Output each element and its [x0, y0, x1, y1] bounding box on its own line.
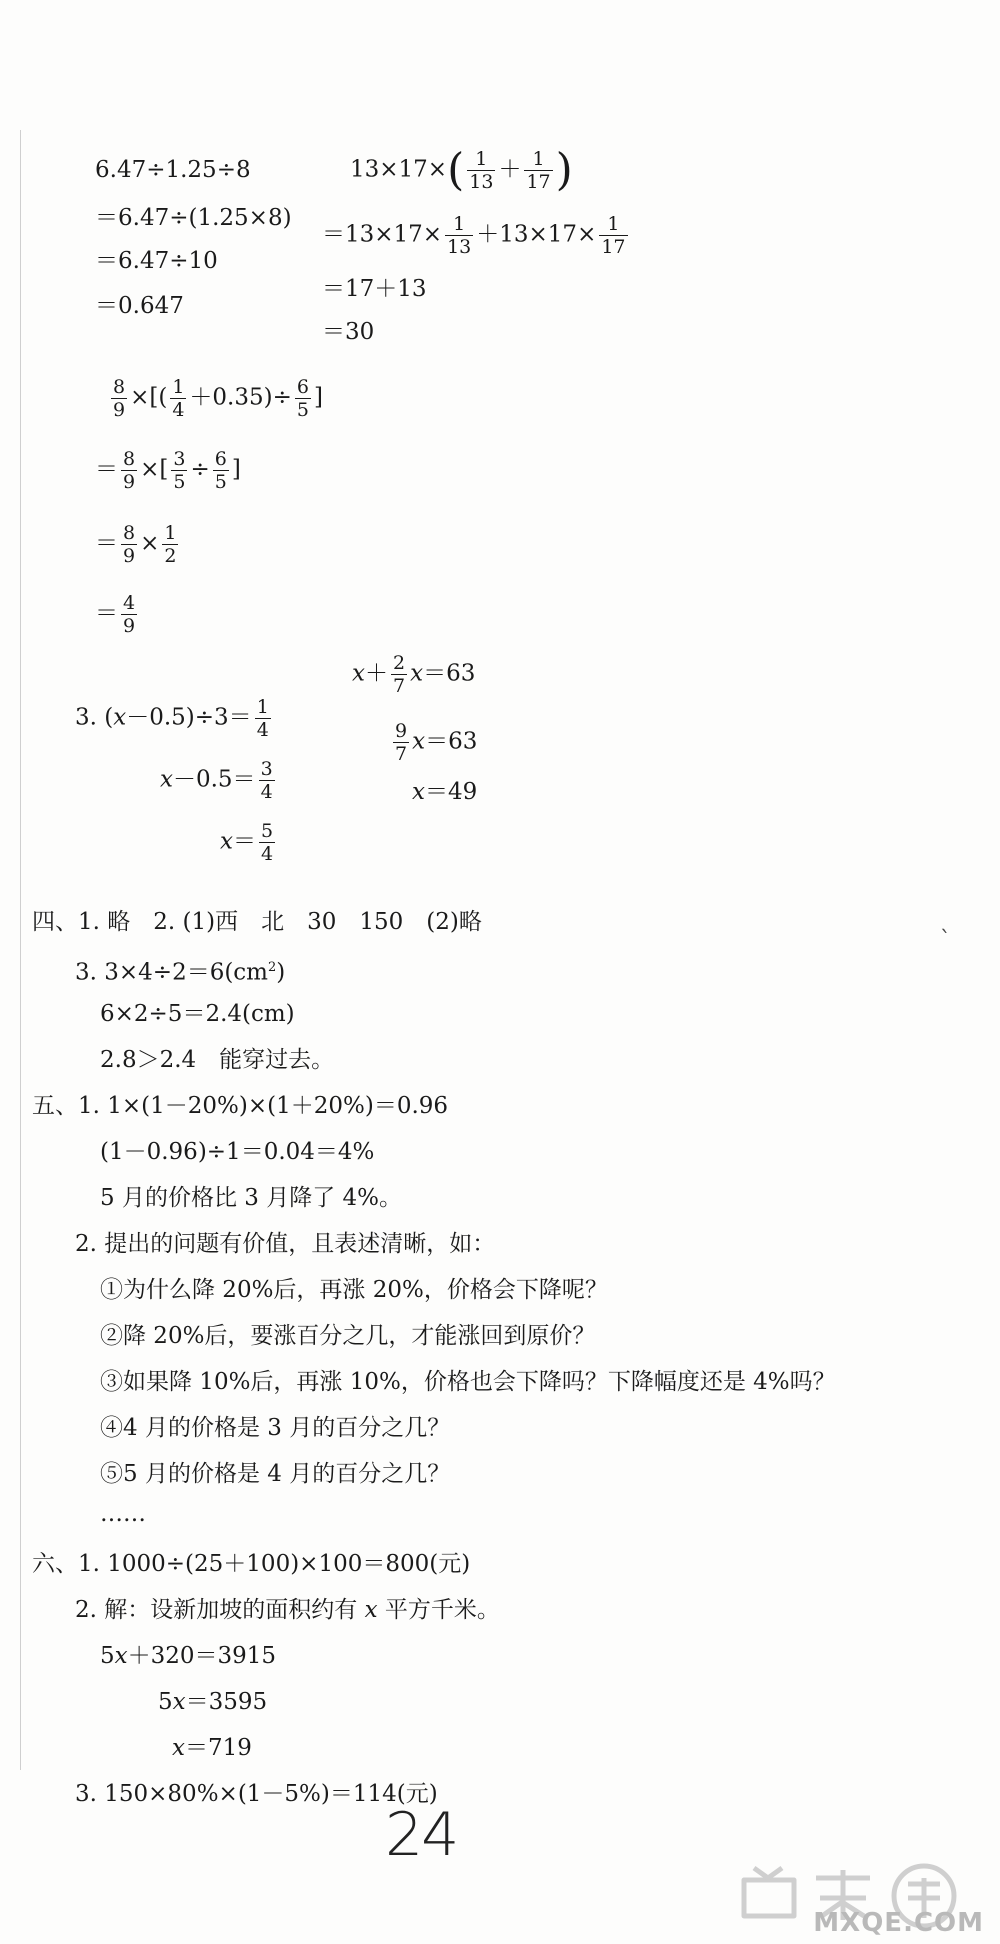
- fraction: $\frac{1}{17}$: [526, 148, 551, 193]
- q4-line4: 2.8＞2.4 能穿过去。: [100, 1047, 335, 1073]
- q5-line7: ③如果降 10%后，再涨 10%，价格也会下降吗？下降幅度还是 4%吗？: [100, 1369, 836, 1395]
- q5-line3: 5 月的价格比 3 月降了 4%。: [100, 1185, 402, 1211]
- calc3-line4: ＝ $\frac{4}{9}$: [95, 592, 136, 637]
- equation2-line2: $\frac{9}{7}$ x＝63: [395, 720, 478, 765]
- fraction: $\frac{6}{5}$: [296, 376, 309, 421]
- fraction: $\frac{8}{9}$: [113, 376, 126, 421]
- q6-line4: 5x＝3595: [158, 1689, 268, 1715]
- equation1-line2: x－0.5＝ $\frac{3}{4}$: [160, 758, 273, 803]
- q5-line8: ④4 月的价格是 3 月的百分之几？: [100, 1415, 451, 1441]
- fraction: $\frac{9}{7}$: [395, 720, 408, 765]
- q6-line6: 3. 150×80%×(1－5%)＝114(元): [75, 1781, 438, 1807]
- q5-line4: 2. 提出的问题有价值，且表述清晰，如：: [75, 1231, 496, 1257]
- pen-tick-mark: ˋ: [940, 928, 951, 953]
- calc3-line1: $\frac{8}{9}$ ×[( $\frac{1}{4}$ ＋0.35)÷ $\frac{6}{5}$ ]: [113, 376, 323, 421]
- page-number: 24: [385, 1800, 458, 1870]
- q6-line2: 2. 解：设新加坡的面积约有 x 平方千米。: [75, 1597, 500, 1623]
- q5-line6: ②降 20%后，要涨百分之几，才能涨回到原价？: [100, 1323, 596, 1349]
- fraction: $\frac{1}{13}$: [469, 148, 494, 193]
- q4-line1: 四、1. 略 2. (1)西 北 30 150 (2)略: [32, 909, 482, 935]
- q5-line5: ①为什么降 20%后，再涨 20%，价格会下降呢？: [100, 1277, 608, 1303]
- calc2-line1: 13×17×( $\frac{1}{13}$ ＋ $\frac{1}{17}$ ): [350, 144, 573, 196]
- q6-line3: 5x＋320＝3915: [100, 1643, 277, 1669]
- calc3-line2: ＝ $\frac{8}{9}$ ×[ $\frac{3}{5}$ ÷ $\frac{6}{5}$ ]: [95, 448, 241, 493]
- fraction: $\frac{3}{5}$: [173, 448, 186, 493]
- margin-rule: [20, 130, 21, 1770]
- q6-line5: x＝719: [172, 1735, 252, 1761]
- equation2-line1: x＋ $\frac{2}{7}$ x＝63: [352, 652, 476, 697]
- fraction: $\frac{1}{4}$: [172, 376, 185, 421]
- calc1-line2: ＝6.47÷(1.25×8): [95, 205, 292, 231]
- q5-line10: ……: [100, 1501, 146, 1527]
- q4-line2: 3. $3\times 4\div 2=6(cm^2)$: [75, 959, 286, 986]
- q5-line2: (1－0.96)÷1＝0.04＝4%: [100, 1139, 375, 1165]
- calc1-line3: ＝6.47÷10: [95, 248, 218, 274]
- fraction: $\frac{3}{4}$: [260, 758, 273, 803]
- fraction: $\frac{8}{9}$: [123, 522, 136, 567]
- fraction: $\frac{8}{9}$: [123, 448, 136, 493]
- q4-line3: 6×2÷5＝2.4(cm): [100, 1001, 295, 1027]
- calc2-line2: ＝13×17× $\frac{1}{13}$ ＋13×17× $\frac{1}{17}$: [322, 213, 626, 258]
- watermark-text: MXQE.COM: [813, 1908, 984, 1938]
- q5-line1: 五、1. 1×(1－20%)×(1＋20%)＝0.96: [32, 1093, 449, 1119]
- equation1-line3: x＝ $\frac{5}{4}$: [220, 820, 274, 865]
- fraction: $\frac{1}{2}$: [164, 522, 177, 567]
- fraction: $\frac{6}{5}$: [214, 448, 227, 493]
- calc3-line3: ＝ $\frac{8}{9}$ × $\frac{1}{2}$: [95, 522, 177, 567]
- calc2-line4: ＝30: [322, 319, 375, 345]
- fraction: $\frac{1}{4}$: [256, 696, 269, 741]
- equation2-line3: x＝49: [412, 779, 478, 805]
- fraction: $\frac{4}{9}$: [123, 592, 136, 637]
- calc2-line3: ＝17＋13: [322, 276, 427, 302]
- equation1-line1: 3. (x－0.5)÷3＝ $\frac{1}{4}$: [75, 696, 269, 741]
- fraction: $\frac{2}{7}$: [392, 652, 406, 697]
- calc1-line4: ＝0.647: [95, 293, 184, 319]
- fraction: $\frac{1}{17}$: [601, 213, 626, 258]
- calc1-line1: 6.47÷1.25÷8: [95, 157, 251, 183]
- fraction: $\frac{5}{4}$: [260, 820, 274, 865]
- q6-line1: 六、1. 1000÷(25＋100)×100＝800(元): [32, 1551, 471, 1577]
- q5-line9: ⑤5 月的价格是 4 月的百分之几？: [100, 1461, 451, 1487]
- fraction: $\frac{1}{13}$: [447, 213, 472, 258]
